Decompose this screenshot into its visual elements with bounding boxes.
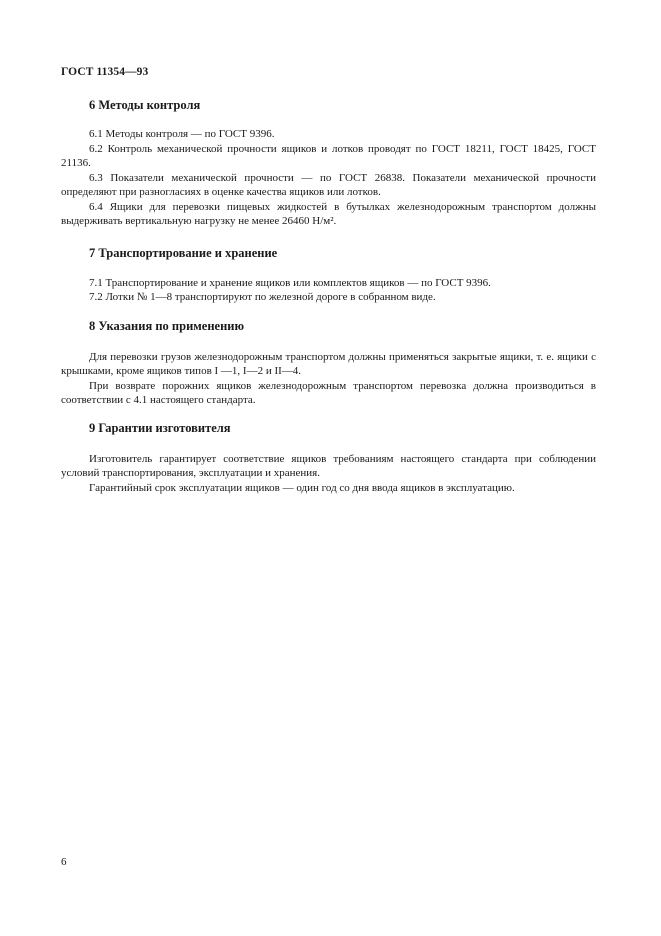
document-code-header: ГОСТ 11354—93 bbox=[61, 66, 149, 78]
paragraph: При возврате порожних ящиков железнодорожным транспортом перевозка должна производиться в соответствии с 4.1 настоящего стандарта. bbox=[61, 379, 596, 406]
section-usage-instructions bbox=[61, 318, 596, 408]
paragraph: 6.4 Ящики для перевозки пищевых жидкостей в бутылках железнодорожным транспортом должны выдерживать вертикальную нагрузку не менее 26460 Н/м². bbox=[61, 200, 596, 227]
section-test-methods bbox=[61, 97, 596, 229]
paragraph: 7.1 Транспортирование и хранение ящиков или комплектов ящиков — по ГОСТ 9396. bbox=[89, 276, 491, 289]
page-number: 6 bbox=[61, 856, 67, 868]
section-title: 9 Гарантии изготовителя bbox=[89, 420, 231, 435]
section-title: 7 Транспортирование и хранение bbox=[89, 245, 278, 260]
section-title: 6 Методы контроля bbox=[89, 98, 201, 112]
paragraph: 6.3 Показатели механической прочности — по ГОСТ 26838. Показатели механической прочности определяют при разногласиях в оценке качества ящиков или лотков. bbox=[61, 171, 596, 198]
section-manufacturer-warranty bbox=[61, 420, 596, 496]
document-body bbox=[61, 97, 596, 495]
paragraph: Для перевозки грузов железнодорожным транспортом должны применяться закрытые ящики, т. е. ящики с крышками, кроме ящиков типов I —1, I—2 и II—4. bbox=[61, 350, 596, 377]
paragraph: 6.2 Контроль механической прочности ящиков и лотков проводят по ГОСТ 18211, ГОСТ 18425, ГОСТ 21136. bbox=[61, 142, 596, 169]
section-transport-storage bbox=[61, 245, 596, 305]
paragraph: 6.1 Методы контроля — по ГОСТ 9396. bbox=[89, 128, 275, 140]
paragraph: 7.2 Лотки № 1—8 транспортируют по железной дороге в собранном виде. bbox=[89, 291, 436, 303]
section-title: 8 Указания по применению bbox=[89, 318, 245, 333]
paragraph: Гарантийный срок эксплуатации ящиков — один год со дня ввода ящиков в эксплуатацию. bbox=[89, 481, 515, 494]
paragraph: Изготовитель гарантирует соответствие ящиков требованиям настоящего стандарта при соблюдении условий транспортирования, эксплуатации и хранения. bbox=[61, 452, 596, 479]
